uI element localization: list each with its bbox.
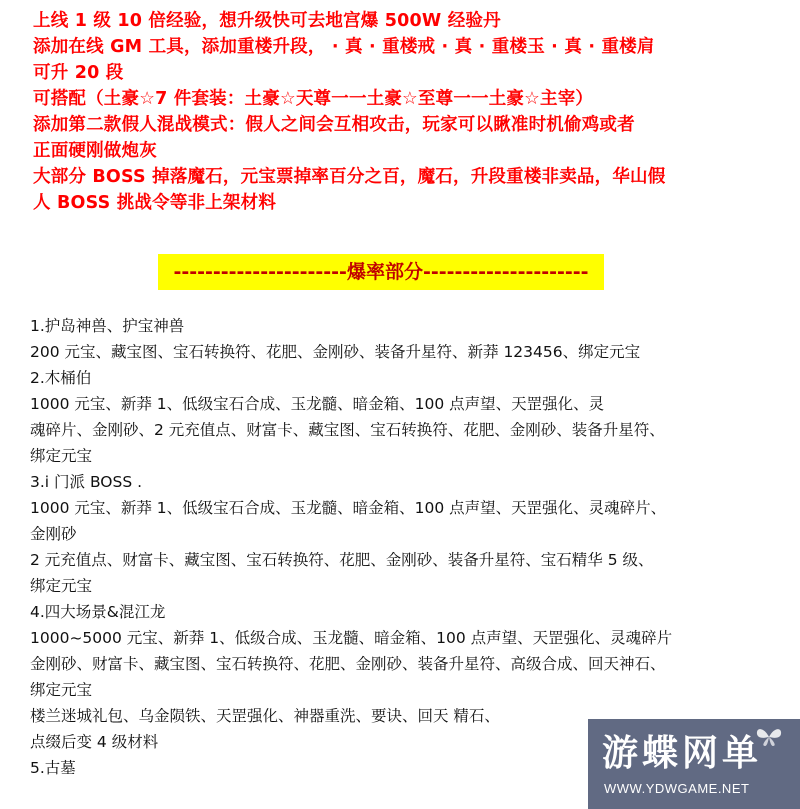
list-line: 绑定元宝 xyxy=(30,447,93,465)
intro-text-block xyxy=(33,8,793,216)
list-line: 魂碎片、金刚砂、2 元充值点、财富卡、藏宝图、宝石转换符、花肥、金刚砂、装备升星符、 xyxy=(30,421,665,439)
list-line: 200 元宝、藏宝图、宝石转换符、花肥、金刚砂、装备升星符、新莽 123456、绑定元宝 xyxy=(30,343,641,361)
list-line: 绑定元宝 xyxy=(30,577,93,595)
list-line: 绑定元宝 xyxy=(30,681,93,699)
list-line: 点缀后变 4 级材料 xyxy=(30,733,159,751)
drop-rate-list xyxy=(30,313,795,781)
drop-rate-section-banner: ----------------------爆率部分--------------------- xyxy=(158,254,604,290)
list-line: 楼兰迷城礼包、乌金陨铁、天罡强化、神器重洗、要诀、回天 精石、 xyxy=(30,707,500,725)
intro-line: 人 BOSS 挑战令等非上架材料 xyxy=(33,193,277,213)
intro-line: 上线 1 级 10 倍经验，想升级快可去地宫爆 500W 经验丹 xyxy=(33,11,501,31)
intro-line: 添加第二款假人混战模式：假人之间会互相攻击，玩家可以瞅准时机偷鸡或者 xyxy=(33,115,635,135)
list-line: 1.护岛神兽、护宝神兽 xyxy=(30,317,185,335)
intro-line: 可升 20 段 xyxy=(33,63,124,83)
watermark-url: WWW.YDWGAME.NET xyxy=(604,781,750,796)
list-line: 1000~5000 元宝、新莽 1、低级合成、玉龙髓、暗金箱、100 点声望、天罡强化、灵魂碎片 xyxy=(30,629,673,647)
list-line: 1000 元宝、新莽 1、低级宝石合成、玉龙髓、暗金箱、100 点声望、天罡强化、灵 xyxy=(30,395,605,413)
intro-line: 正面硬刚做炮灰 xyxy=(33,141,157,161)
list-line: 2 元充值点、财富卡、藏宝图、宝石转换符、花肥、金刚砂、装备升星符、宝石精华 5 级、 xyxy=(30,551,654,569)
intro-line: 大部分 BOSS 掉落魔石，元宝票掉率百分之百，魔石，升段重楼非卖品，华山假 xyxy=(33,167,666,187)
watermark-title: 游蝶网单 xyxy=(602,733,763,774)
list-line: 3.i 门派 BOSS . xyxy=(30,473,143,491)
site-watermark xyxy=(588,719,800,809)
list-line: 金刚砂、财富卡、藏宝图、宝石转换符、花肥、金刚砂、装备升星符、高级合成、回天神石、 xyxy=(30,655,666,673)
list-line: 4.四大场景&混江龙 xyxy=(30,603,166,621)
list-line: 金刚砂 xyxy=(30,525,77,543)
intro-line: 添加在线 GM 工具，添加重楼升段， · 真 · 重楼戒 · 真 · 重楼玉 · 真 · 重楼肩 xyxy=(33,37,655,57)
list-line: 1000 元宝、新莽 1、低级宝石合成、玉龙髓、暗金箱、100 点声望、天罡强化、灵魂碎片、 xyxy=(30,499,667,517)
intro-line: 可搭配（土豪☆7 件套装：土豪☆天尊一一土豪☆至尊一一土豪☆主宰） xyxy=(33,89,594,109)
list-line: 2.木桶伯 xyxy=(30,369,92,387)
list-line: 5.古墓 xyxy=(30,759,76,777)
